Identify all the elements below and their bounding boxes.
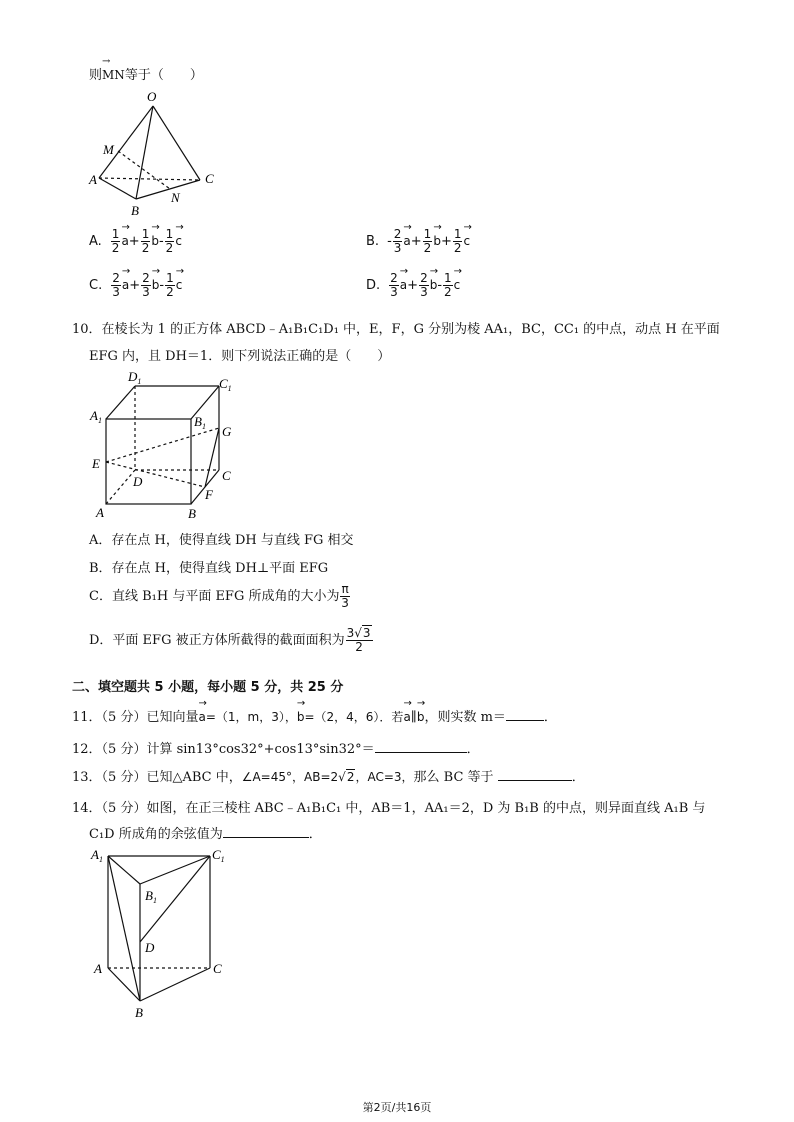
label-C1: $C_1$ — [212, 847, 225, 864]
q11: 11．（5 分）已知向量→ a=（1，m，3），→ b=（2，4，6）．若→ a∥→ b，则实数 m＝ ． — [72, 706, 557, 725]
label-O: O — [147, 89, 157, 104]
label-A: A — [94, 961, 102, 976]
q11-answer-blank[interactable] — [506, 720, 544, 721]
q14-line2: C₁D 所成角的余弦值为 ． — [89, 827, 322, 842]
vector-mn: → MN — [102, 65, 125, 82]
q10-option-a: A．存在点 H，使得直线 DH 与直线 FG 相交 — [89, 533, 354, 548]
q9-tetrahedron-figure — [85, 88, 245, 220]
q14-line1: 14．（5 分）如图，在正三棱柱 ABC﹣A₁B₁C₁ 中，AB＝1，AA₁＝2，D 为 B₁B 的中点，则异面直线 A₁B 与 — [72, 801, 706, 816]
q10-option-c: C．直线 B₁H 与平面 EFG 所成角的大小为 $\frac{\pi}{3}$ — [89, 582, 349, 610]
q9-option-a: A. $\frac{1}{2}$ → a+ $\frac{1}{2}$ → b- $\frac{1}{2}$ → c — [89, 228, 182, 255]
label-B: B — [135, 1005, 143, 1020]
label-N: N — [171, 190, 180, 205]
label-C: C — [205, 171, 214, 186]
q9-option-b: B. - $\frac{2}{3}$ → a+ $\frac{1}{2}$ → b+ $\frac{1}{2}$ → c — [366, 228, 470, 255]
label-D: D — [133, 474, 143, 489]
label-G: G — [222, 424, 232, 439]
label-C: C — [222, 468, 231, 483]
q9-stem: 则→ MN等于（ ） — [89, 64, 203, 83]
label-F: F — [205, 487, 213, 502]
q12: 12．（5 分）计算 sin13°cos32°+cos13°sin32°＝ ． — [72, 742, 480, 757]
label-B: B — [188, 506, 196, 521]
q14-answer-blank[interactable] — [223, 837, 309, 838]
q12-answer-blank[interactable] — [375, 752, 467, 753]
label-D: D — [145, 940, 155, 955]
q10-cube-figure — [88, 368, 248, 523]
label-A1: $A_1$ — [90, 408, 102, 425]
label-C: C — [213, 961, 222, 976]
q14-prism-figure — [88, 846, 248, 1026]
label-M: M — [103, 142, 114, 157]
label-C1: $C_1$ — [219, 376, 232, 393]
label-E: E — [92, 456, 100, 471]
label-A: A — [96, 505, 104, 520]
label-A1: $A_1$ — [91, 847, 103, 864]
label-B1: $B_1$ — [194, 414, 206, 431]
label-B1: $B_1$ — [145, 888, 157, 905]
q10-line2: EFG 内，且 DH＝1．则下列说法正确的是（ ） — [89, 349, 391, 364]
label-B: B — [131, 203, 139, 218]
q10-option-d: D．平面 EFG 被正方体所截得的截面面积为 $\frac{3√3}{2}$ — [89, 626, 371, 654]
q9-option-d: D. $\frac{2}{3}$ → a+ $\frac{2}{3}$ → b- $\frac{1}{2}$ → c — [366, 272, 460, 299]
page-footer: 第2页/共16页 — [362, 1101, 432, 1114]
q13: 13．（5 分）已知△ABC 中，∠A=45°，AB=2√2，AC=3，那么 BC 等于 ． — [72, 770, 585, 785]
label-D1: $D_1$ — [128, 369, 142, 386]
q10-option-b: B．存在点 H，使得直线 DH⊥平面 EFG — [89, 561, 329, 576]
q10-line1: 10．在棱长为 1 的正方体 ABCD﹣A₁B₁C₁D₁ 中，E，F，G 分别为棱 AA₁，BC，CC₁ 的中点，动点 H 在平面 — [72, 322, 720, 337]
label-A: A — [89, 172, 97, 187]
section-2-heading: 二、填空题共 5 小题，每小题 5 分，共 25 分 — [72, 680, 344, 695]
q9-option-c: C. $\frac{2}{3}$ → a+ $\frac{2}{3}$ → b- $\frac{1}{2}$ → c — [89, 272, 182, 299]
q13-answer-blank[interactable] — [498, 780, 572, 781]
